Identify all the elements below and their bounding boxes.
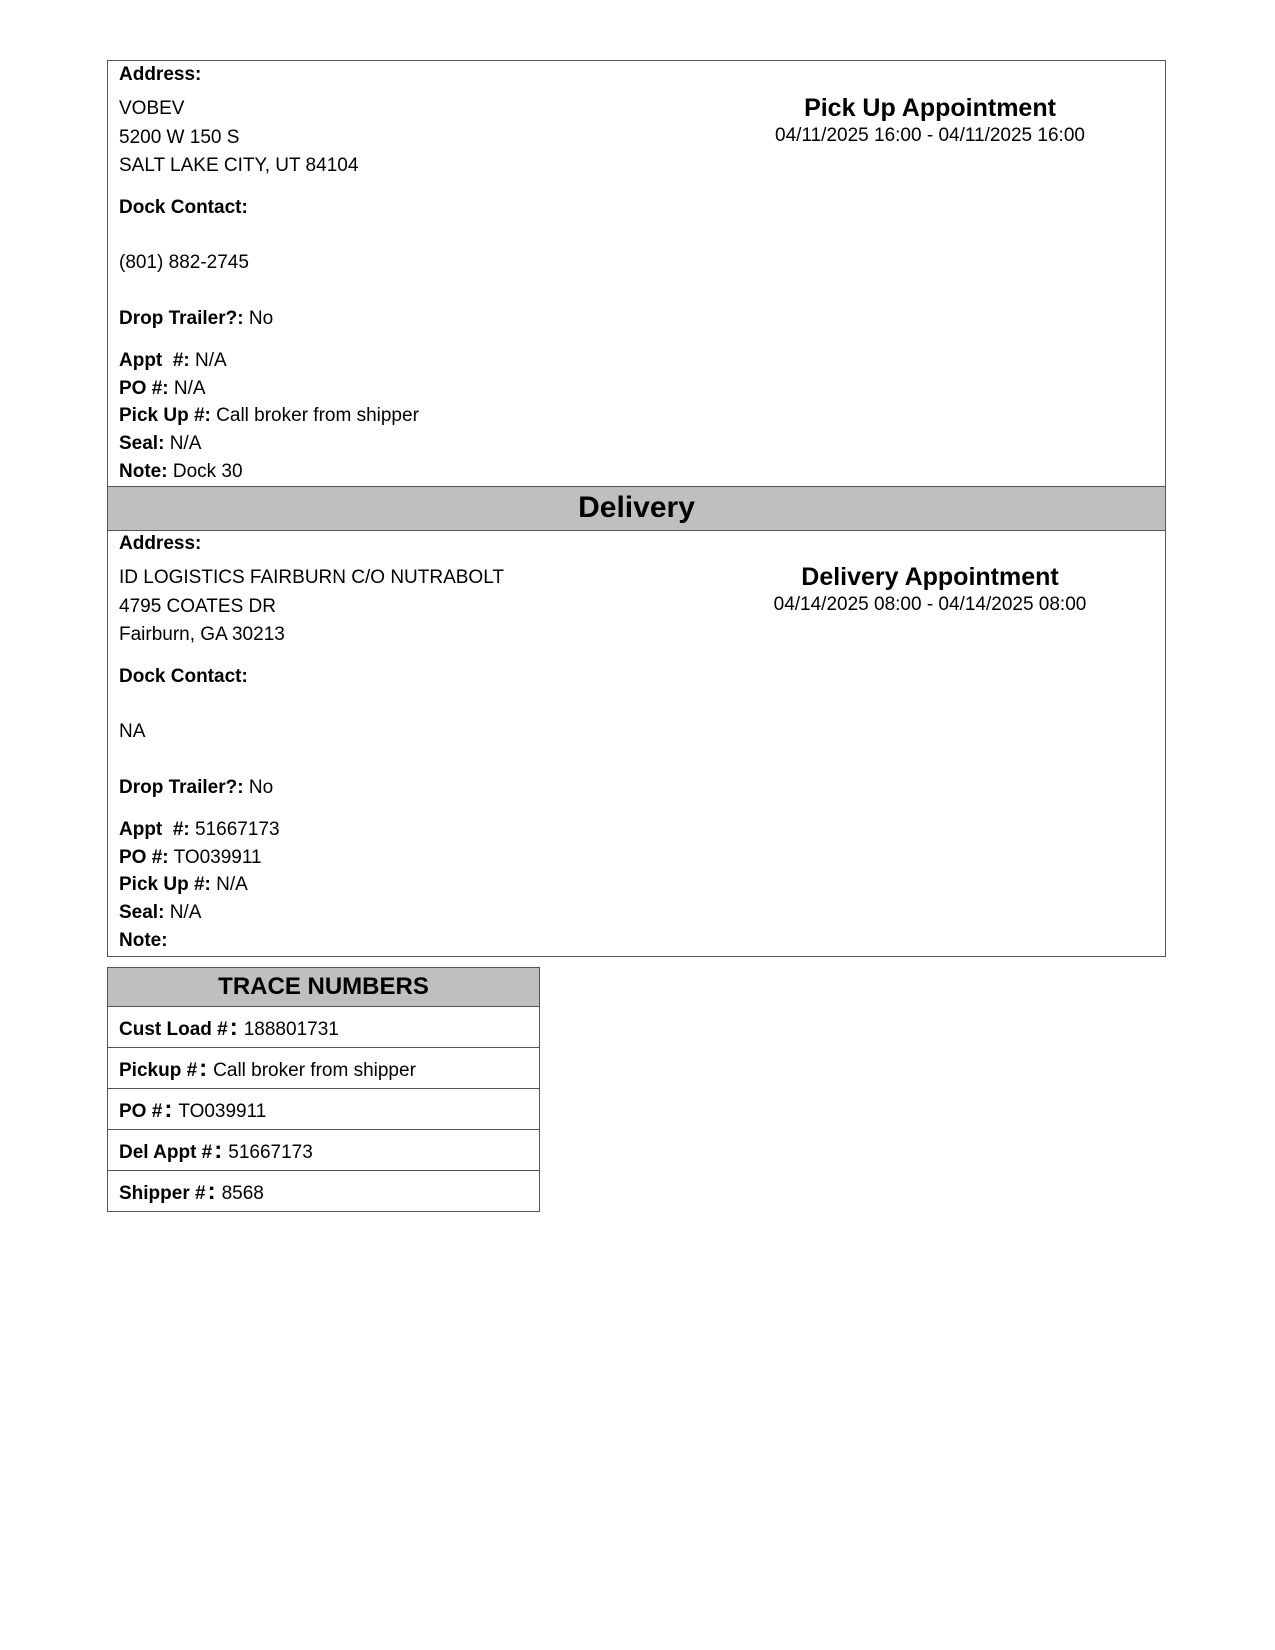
delivery-drop-trailer — [119, 776, 273, 800]
delivery-address-line-3: Fairburn, GA 30213 — [119, 624, 285, 645]
delivery-section — [107, 530, 1166, 957]
trace-row-label: PO # — [119, 1101, 163, 1122]
pickup-appointment-time: 04/11/2025 16:00 - 04/11/2025 16:00 — [775, 125, 1085, 146]
pickup-appointment — [720, 93, 1140, 149]
trace-numbers-table — [107, 967, 540, 1212]
pickup-appt-number — [119, 349, 227, 373]
delivery-dock-contact-label: Dock Contact: — [119, 666, 248, 687]
delivery-appointment — [720, 562, 1140, 618]
trace-row-label: Del Appt # — [119, 1142, 213, 1163]
trace-row-pickup: Pickup #: Call broker from shipper — [108, 1048, 539, 1089]
delivery-seal-value: N/A — [169, 902, 202, 923]
delivery-note-label: Note: — [119, 930, 168, 951]
pickup-address-label: Address: — [119, 64, 202, 85]
pickup-po-label: PO #: — [119, 378, 169, 399]
delivery-address-line-1: ID LOGISTICS FAIRBURN C/O NUTRABOLT — [119, 567, 504, 588]
pickup-pickup-number-value: Call broker from shipper — [216, 405, 419, 426]
trace-row-value: TO039911 — [178, 1101, 267, 1122]
pickup-appt-value: N/A — [195, 350, 227, 371]
delivery-section-title: Delivery — [107, 486, 1166, 531]
delivery-drop-trailer-value: No — [248, 777, 274, 798]
delivery-seal — [119, 901, 201, 925]
pickup-seal — [119, 432, 201, 456]
trace-row-value: 8568 — [221, 1183, 264, 1204]
pickup-address-line-1: VOBEV — [119, 98, 185, 119]
trace-row-label: Shipper # — [119, 1183, 206, 1204]
delivery-appt-value: 51667173 — [195, 819, 280, 840]
delivery-address-line-2: 4795 COATES DR — [119, 596, 276, 617]
delivery-pickup-number-label: Pick Up #: — [119, 874, 211, 895]
delivery-note — [119, 929, 168, 953]
pickup-po-number — [119, 377, 206, 401]
pickup-appointment-title: Pick Up Appointment — [804, 94, 1056, 122]
pickup-seal-value: N/A — [169, 433, 202, 454]
delivery-pickup-number-value: N/A — [216, 874, 248, 895]
trace-row-label: Pickup # — [119, 1060, 198, 1081]
delivery-pickup-number — [119, 873, 248, 897]
pickup-seal-label: Seal: — [119, 433, 165, 454]
delivery-address-label: Address: — [119, 533, 202, 554]
pickup-dock-contact-label: Dock Contact: — [119, 197, 248, 218]
trace-row-label: Cust Load # — [119, 1019, 228, 1040]
delivery-drop-trailer-label: Drop Trailer?: — [119, 777, 244, 798]
trace-row-po: PO #: TO039911 — [108, 1089, 539, 1130]
trace-row-value: Call broker from shipper — [213, 1060, 416, 1081]
delivery-seal-label: Seal: — [119, 902, 165, 923]
trace-row-del-appt: Del Appt #: 51667173 — [108, 1130, 539, 1171]
trace-row-cust-load: Cust Load #: 188801731 — [108, 1007, 539, 1048]
trace-row-shipper: Shipper #: 8568 — [119, 1178, 264, 1205]
pickup-address-line-2: 5200 W 150 S — [119, 127, 240, 148]
pickup-po-value: N/A — [173, 378, 206, 399]
pickup-section — [107, 60, 1166, 487]
pickup-pickup-number — [119, 404, 419, 428]
pickup-dock-contact-value: (801) 882-2745 — [119, 252, 249, 273]
pickup-drop-trailer-value: No — [248, 308, 274, 329]
delivery-dock-contact-value: NA — [119, 721, 146, 742]
delivery-appt-number — [119, 818, 280, 842]
delivery-po-number — [119, 846, 262, 870]
pickup-note-label: Note: — [119, 461, 168, 482]
trace-row-value: 51667173 — [228, 1142, 313, 1163]
pickup-note-value: Dock 30 — [172, 461, 243, 482]
pickup-drop-trailer-label: Drop Trailer?: — [119, 308, 244, 329]
delivery-appointment-time: 04/14/2025 08:00 - 04/14/2025 08:00 — [773, 594, 1087, 615]
delivery-po-label: PO #: — [119, 847, 169, 868]
delivery-po-value: TO039911 — [173, 847, 262, 868]
pickup-address-line-3: SALT LAKE CITY, UT 84104 — [119, 155, 359, 176]
pickup-drop-trailer — [119, 307, 273, 331]
pickup-note — [119, 460, 243, 484]
delivery-appointment-title: Delivery Appointment — [801, 563, 1059, 591]
trace-row-value: 188801731 — [243, 1019, 339, 1040]
delivery-appt-label: Appt #: — [119, 819, 190, 840]
pickup-appt-label: Appt #: — [119, 350, 190, 371]
pickup-pickup-number-label: Pick Up #: — [119, 405, 211, 426]
trace-numbers-title: TRACE NUMBERS — [108, 968, 539, 1007]
